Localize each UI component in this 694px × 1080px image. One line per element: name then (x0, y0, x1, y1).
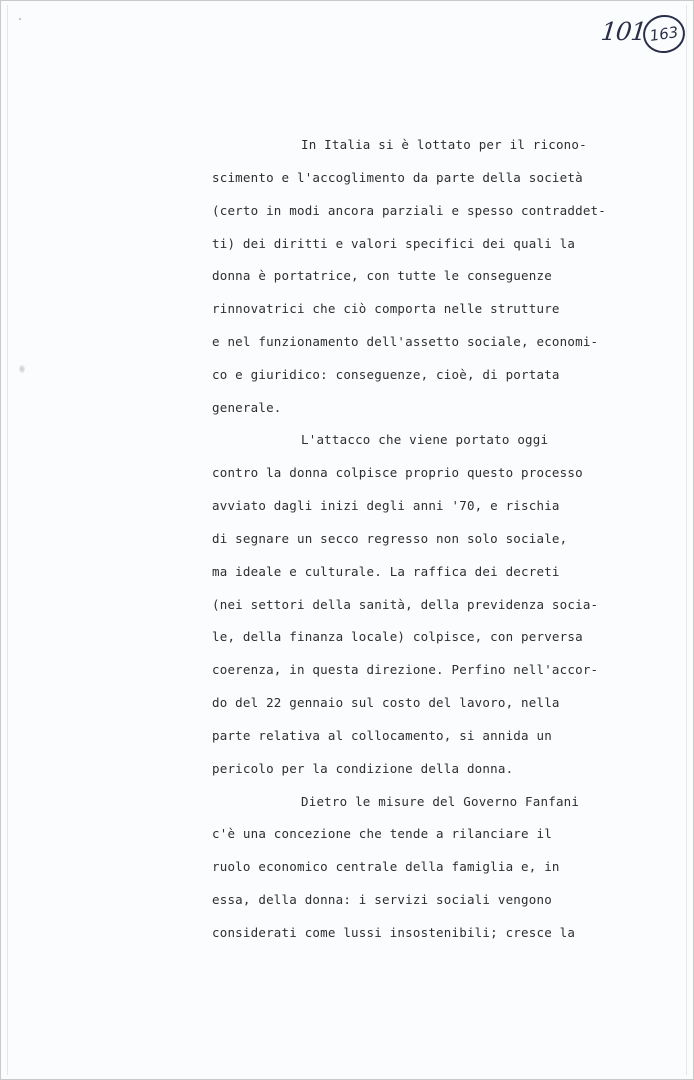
text-line: le, della finanza locale) colpisce, con perversa (212, 629, 583, 644)
circled-page-number: 163 (641, 12, 688, 55)
text-line: c'è una concezione che tende a rilanciare il (212, 826, 552, 841)
text-line: scimento e l'accoglimento da parte della società (212, 170, 583, 185)
text-line: Dietro le misure del Governo Fanfani (301, 794, 580, 809)
text-line: coerenza, in questa direzione. Perfino nell'accor- (212, 662, 599, 677)
text-line: e nel funzionamento dell'assetto sociale, economi- (212, 334, 599, 349)
text-line: co e giuridico: conseguenze, cioè, di portata (212, 367, 560, 382)
text-line: contro la donna colpisce proprio questo processo (212, 465, 583, 480)
text-line: ma ideale e culturale. La raffica dei decreti (212, 564, 560, 579)
text-line: considerati come lussi insostenibili; cresce la (212, 925, 576, 940)
text-line: parte relativa al collocamento, si annida un (212, 728, 552, 743)
text-line: ti) dei diritti e valori specifici dei quali la (212, 236, 576, 251)
page-number: 101 (599, 17, 648, 46)
text-line: pericolo per la condizione della donna. (212, 761, 514, 776)
text-line: di segnare un secco regresso non solo sociale, (212, 531, 568, 546)
paper-speck (19, 18, 21, 20)
text-line: In Italia si è lottato per il ricono- (301, 137, 587, 152)
text-line: avviato dagli inizi degli anni '70, e rischia (212, 498, 560, 513)
text-line: ruolo economico centrale della famiglia e, in (212, 859, 560, 874)
text-line: (certo in modi ancora parziali e spesso contraddet- (212, 203, 607, 218)
text-line: donna è portatrice, con tutte le conseguenze (212, 268, 552, 283)
text-line: L'attacco che viene portato oggi (301, 432, 549, 447)
handwritten-page-number (601, 15, 687, 55)
paper-smudge (19, 365, 25, 373)
text-line: generale. (212, 400, 282, 415)
text-line: essa, della donna: i servizi sociali vengono (212, 892, 552, 907)
text-line: do del 22 gennaio sul costo del lavoro, nella (212, 695, 560, 710)
text-line: (nei settori della sanità, della previdenza socia- (212, 597, 599, 612)
text-line: rinnovatrici che ciò comporta nelle strutture (212, 301, 560, 316)
